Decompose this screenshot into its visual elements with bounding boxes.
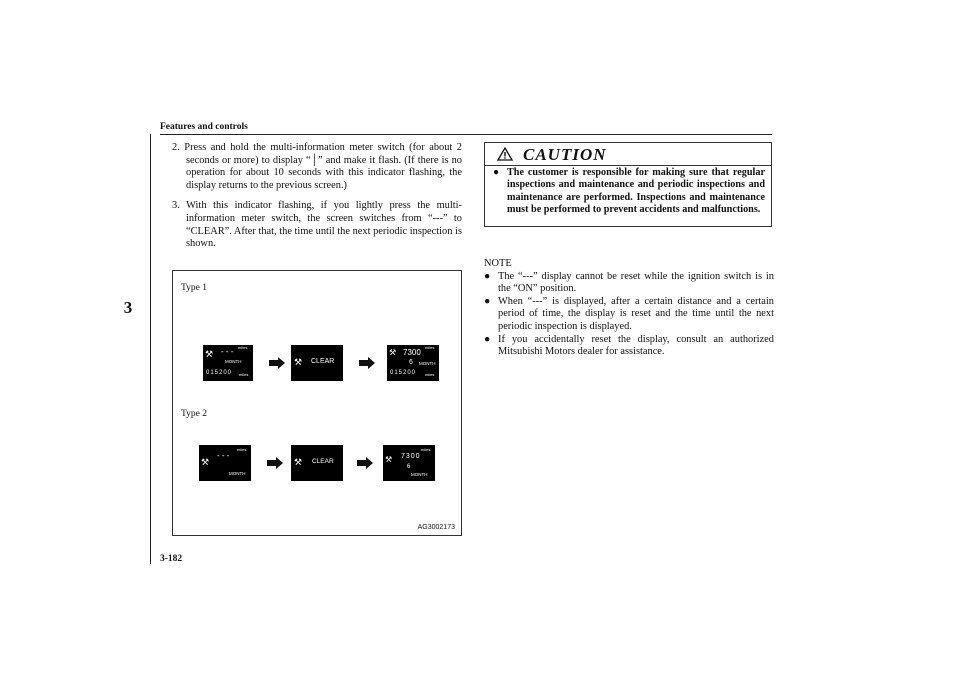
wrench-icon: ⚒ (201, 457, 210, 467)
type1-display-clear: ⚒ CLEAR (291, 345, 343, 381)
chapter-rule (150, 134, 151, 564)
note-item: ● When “---” is displayed, after a certain distance and a certain period of time, the display is reset and the time until the next periodic inspection is displayed. (484, 295, 774, 332)
step-2: 2. Press and hold the multi-information meter switch (for about 2 seconds or more) to display “│” and make it flash. (If there is no operation for about 10 seconds with this indicator flashing, the display returns to the previous screen.) (172, 142, 462, 191)
caution-header (485, 143, 771, 166)
wrench-icon: ⚒ (294, 357, 303, 367)
chapter-tab: 3 (123, 298, 133, 317)
bullet-icon: ● (493, 167, 500, 178)
header-rule (160, 134, 772, 135)
caution-body (493, 167, 765, 217)
caution-title: CAUTION (523, 145, 607, 164)
wrench-icon: ⚒ (385, 455, 393, 464)
note-item: ● The “---” display cannot be reset while the ignition switch is in the “ON” position. (484, 270, 774, 295)
type2-display-dashes: ⚒ - - - miles MONTH (199, 445, 251, 481)
warning-triangle-icon (497, 147, 513, 161)
arrow-icon (269, 357, 285, 369)
bullet-icon: ● (484, 333, 491, 345)
bullet-icon: ● (484, 295, 491, 307)
note-section (484, 258, 774, 359)
arrow-icon (357, 457, 373, 469)
wrench-icon: ⚒ (294, 457, 303, 467)
display-figure (172, 270, 462, 536)
caution-box (484, 142, 772, 227)
note-title: NOTE (484, 258, 512, 269)
step-3: 3. With this indicator flashing, if you lightly press the multi-information meter switch, the screen switches from “---” to “CLEAR”. After that, the time until the next periodic inspection is shown. (172, 200, 462, 250)
type-1-label: Type 1 (181, 283, 207, 293)
type2-display-result: ⚒ miles 7300 6 MONTH (383, 445, 435, 481)
section-title: Features and controls (160, 122, 248, 132)
type1-display-dashes: ⚒ - - - miles MONTH 015200 miles (203, 345, 253, 381)
wrench-icon: ⚒ (389, 348, 397, 357)
note-item: ● If you accidentally reset the display, consult an authorized Mitsubishi Motors dealer for assistance. (484, 333, 774, 358)
type-2-label: Type 2 (181, 409, 207, 419)
caution-item: ● The customer is responsible for making sure that regular inspections and maintenance and periodic inspections and maintenance are performed. Inspections and maintenance must be performed to prevent accidents and malfunctions. (493, 167, 765, 216)
instructions-column (172, 142, 462, 259)
type2-display-clear: ⚒ CLEAR (291, 445, 343, 481)
wrench-icon: ⚒ (205, 349, 214, 359)
type1-display-result: ⚒ miles 7300 6 MONTH 015200 miles (387, 345, 439, 381)
bullet-icon: ● (484, 270, 491, 282)
arrow-icon (359, 357, 375, 369)
figure-code: AG3002173 (417, 524, 455, 531)
arrow-icon (267, 457, 283, 469)
page-number: 3-182 (160, 554, 183, 564)
